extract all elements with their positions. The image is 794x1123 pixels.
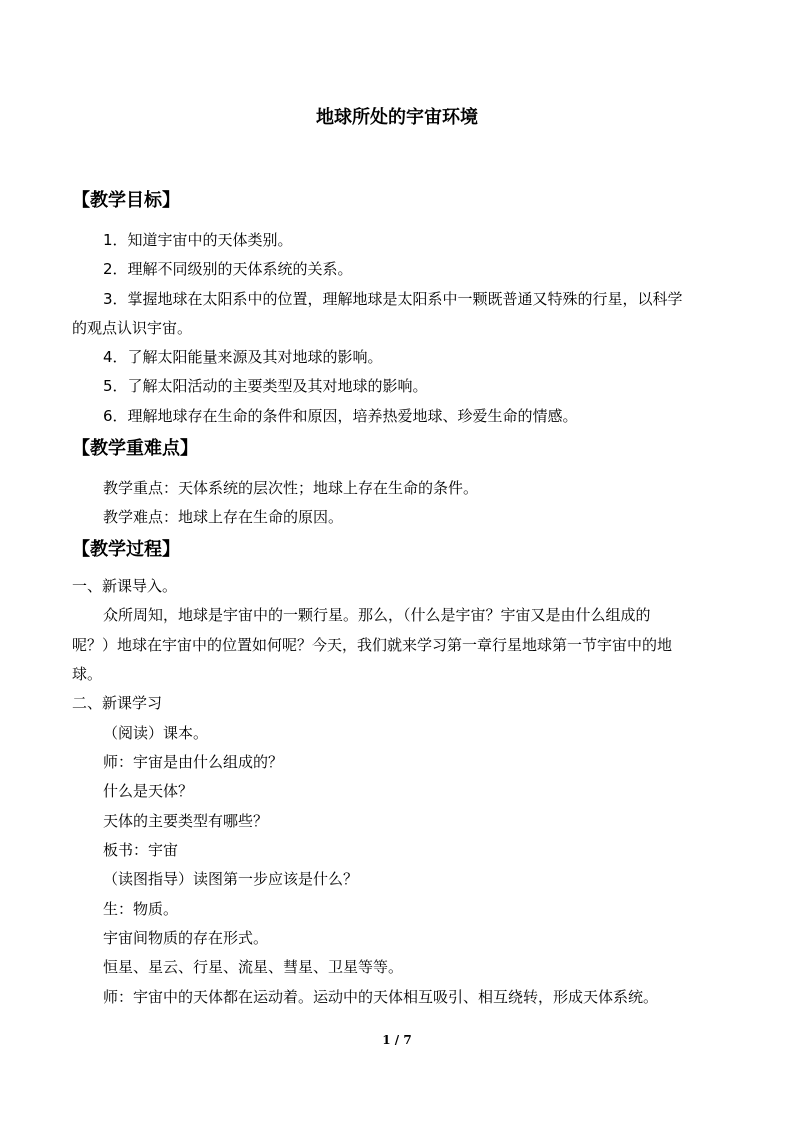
key-point-line: 教学难点：地球上存在生命的原因。 <box>103 508 344 526</box>
process-line: （阅读）课本。 <box>103 724 209 742</box>
objective-line-continuation: 的观点认识宇宙。 <box>72 319 193 337</box>
key-point-line: 教学重点：天体系统的层次性；地球上存在生命的条件。 <box>103 479 479 497</box>
section-heading-key-points: 【教学重难点】 <box>72 438 198 459</box>
process-subheading: 一、新课导入。 <box>72 577 178 595</box>
process-line: 什么是天体？ <box>103 782 194 800</box>
process-line-continuation: 球。 <box>72 665 103 683</box>
process-line: 师：宇宙是由什么组成的？ <box>103 753 284 771</box>
process-subheading: 二、新课学习 <box>72 694 163 712</box>
section-heading-process: 【教学过程】 <box>72 539 180 560</box>
objective-line: 5．了解太阳活动的主要类型及其对地球的影响。 <box>103 377 428 395</box>
process-line: 恒星、星云、行星、流星、彗星、卫星等等。 <box>103 958 404 976</box>
process-line: 天体的主要类型有哪些？ <box>103 812 269 830</box>
objective-line: 4．了解太阳能量来源及其对地球的影响。 <box>103 348 383 366</box>
objective-line: 1．知道宇宙中的天体类别。 <box>103 231 293 249</box>
process-line-continuation: 呢？）地球在宇宙中的位置如何呢？今天，我们就来学习第一章行星地球第一节宇宙中的地 <box>72 636 673 654</box>
objective-line: 2．理解不同级别的天体系统的关系。 <box>103 260 353 278</box>
section-heading-objectives: 【教学目标】 <box>72 190 180 211</box>
document-title: 地球所处的宇宙环境 <box>316 107 478 128</box>
page-number: 1 / 7 <box>382 1033 412 1047</box>
process-line: 板书：宇宙 <box>103 841 179 859</box>
process-line: 宇宙间物质的存在形式。 <box>103 929 269 947</box>
objective-line: 6．理解地球存在生命的条件和原因，培养热爱地球、珍爱生命的情感。 <box>103 407 578 425</box>
process-line: 众所周知，地球是宇宙中的一颗行星。那么，（什么是宇宙？宇宙又是由什么组成的 <box>103 606 651 624</box>
objective-line: 3．掌握地球在太阳系中的位置，理解地球是太阳系中一颗既普通又特殊的行星，以科学 <box>103 290 683 308</box>
process-line: 生：物质。 <box>103 900 179 918</box>
process-line: 师：宇宙中的天体都在运动着。运动中的天体相互吸引、相互绕转，形成天体系统。 <box>103 988 659 1006</box>
process-line: （读图指导）读图第一步应该是什么？ <box>103 870 359 888</box>
